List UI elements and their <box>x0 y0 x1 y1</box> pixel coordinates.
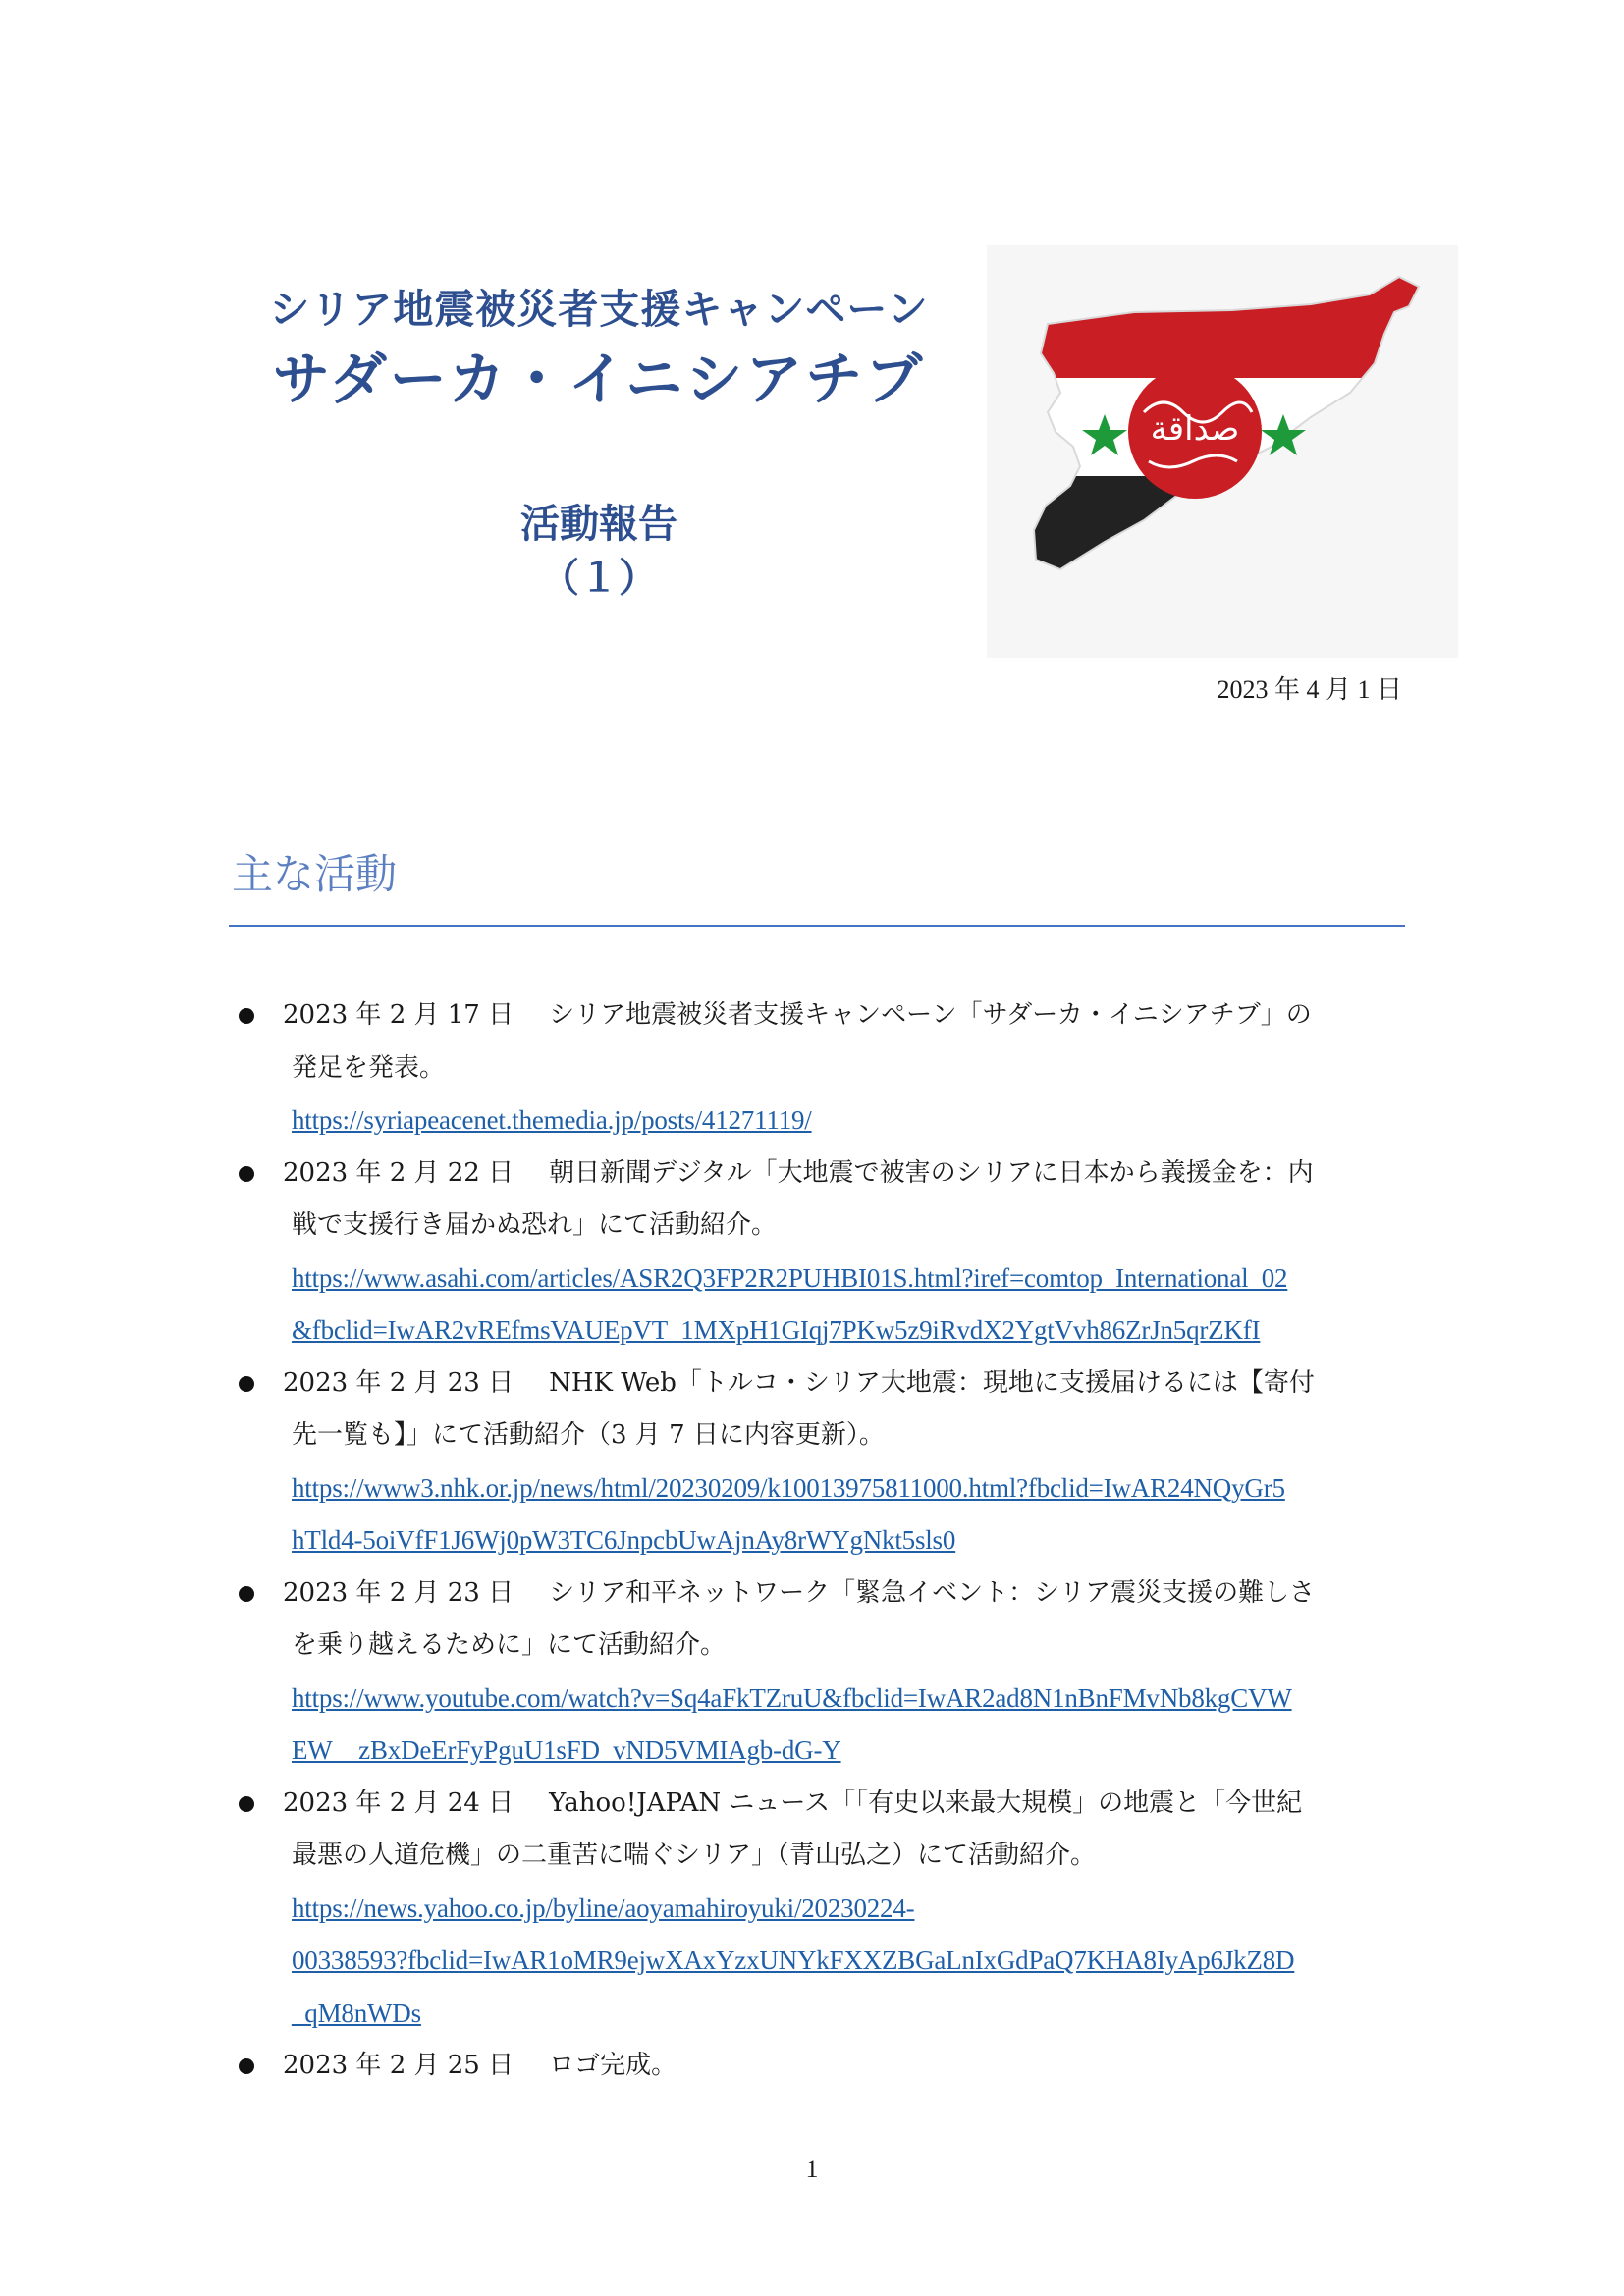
item-text: を乗り越えるために」にて活動紹介。 <box>292 1630 727 1660</box>
item-text: 発足を発表。 <box>292 1052 446 1083</box>
item-text: Yahoo!JAPAN ニュース「「有史以来最大規模」の地震と「今世紀 <box>549 1788 1303 1818</box>
item-date: 2023 年 2 月 25 日 <box>283 2051 514 2080</box>
item-text: シリア地震被災者支援キャンペーン「サダーカ・イニシアチブ」の <box>549 1000 1312 1030</box>
section-divider <box>229 925 1405 927</box>
item-text: 最悪の人道危機」の二重苦に喘ぐシリア」（青山弘之）にて活動紹介。 <box>292 1841 1097 1870</box>
section-heading: 主な活動 <box>232 850 398 898</box>
bullet-icon <box>239 1166 254 1182</box>
item-date: 2023 年 2 月 22 日 <box>283 1157 514 1188</box>
campaign-title: シリア地震被災者支援キャンペーン <box>269 286 929 333</box>
item-link[interactable]: https://www3.nhk.or.jp/news/html/20230209/k10013975811000.html?fbclid=IwAR24NQyGr5 <box>292 1472 1285 1503</box>
item-link[interactable]: _qM8nWDs <box>292 1998 421 2028</box>
item-link[interactable]: https://news.yahoo.co.jp/byline/aoyamahiroyuki/20230224- <box>292 1893 915 1923</box>
list-item <box>229 2040 1407 2093</box>
bullet-icon <box>239 1376 254 1392</box>
page-number: 1 <box>805 2155 819 2183</box>
document-date: 2023 年 4 月 1 日 <box>1217 675 1402 704</box>
list-item <box>229 1568 1407 1778</box>
item-link[interactable]: EW__zBxDeErFyPguU1sFD_vND5VMIAgb-dG-Y <box>292 1735 841 1765</box>
list-item <box>229 1778 1407 2041</box>
item-text: 戦で支援行き届かぬ恐れ」にて活動紹介。 <box>292 1210 778 1240</box>
item-text: シリア和平ネットワーク「緊急イベント：シリア震災支援の難しさ <box>549 1577 1316 1608</box>
bullet-icon <box>239 1796 254 1812</box>
initiative-title: サダーカ・イニシアチブ <box>272 346 926 412</box>
report-number: （１） <box>540 556 658 601</box>
list-item <box>229 1148 1407 1358</box>
svg-text:صداقة: صداقة <box>1150 409 1240 449</box>
list-item <box>229 989 1407 1148</box>
item-link[interactable]: https://syriapeacenet.themedia.jp/posts/41271119/ <box>292 1105 812 1135</box>
item-text: 先一覧も】」にて活動紹介（3 月 7 日に内容更新）。 <box>292 1420 885 1450</box>
item-date: 2023 年 2 月 23 日 <box>283 1577 514 1608</box>
item-date: 2023 年 2 月 17 日 <box>283 1000 514 1030</box>
title-block <box>226 280 972 606</box>
item-link[interactable]: hTld4-5oiVfF1J6Wj0pW3TC6JnpcbUwAjnAy8rWYgNkt5sls0 <box>292 1525 956 1555</box>
item-link[interactable]: 00338593?fbclid=IwAR1oMR9ejwXAxYzxUNYkFXXZBGaLnIxGdPaQ7KHA8IyAp6JkZ8D <box>292 1946 1295 1975</box>
item-text: NHK Web「トルコ・シリア大地震：現地に支援届けるには【寄付 <box>549 1367 1315 1398</box>
activity-list <box>229 989 1407 2093</box>
item-link[interactable]: &fbclid=IwAR2vREfmsVAUEpVT_1MXpH1GIqj7PKw5z9iRvdX2YgtVvh86ZrJn5qrZKfI <box>292 1315 1261 1345</box>
syria-flag-map-logo <box>987 245 1458 658</box>
item-date: 2023 年 2 月 24 日 <box>283 1788 514 1818</box>
bullet-icon <box>239 1008 254 1024</box>
bullet-icon <box>239 2058 254 2074</box>
item-date: 2023 年 2 月 23 日 <box>283 1367 514 1398</box>
syria-map-flag-icon <box>987 245 1458 658</box>
bullet-icon <box>239 1586 254 1602</box>
item-link[interactable]: https://www.asahi.com/articles/ASR2Q3FP2R2PUHBI01S.html?iref=comtop_International_02 <box>292 1262 1288 1293</box>
item-link[interactable]: https://www.youtube.com/watch?v=Sq4aFkTZruU&fbclid=IwAR2ad8N1nBnFMvNb8kgCVW <box>292 1682 1292 1713</box>
report-title: 活動報告 <box>520 502 677 547</box>
item-text: 朝日新聞デジタル「大地震で被害のシリアに日本から義援金を：内 <box>549 1157 1314 1188</box>
list-item <box>229 1358 1407 1568</box>
item-text: ロゴ完成。 <box>549 2051 677 2080</box>
